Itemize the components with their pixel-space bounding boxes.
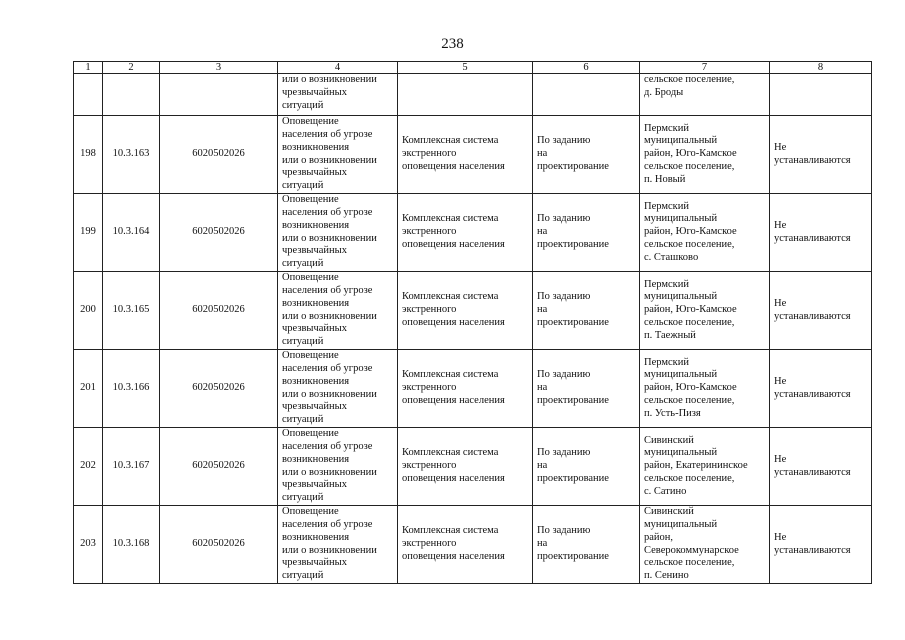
- cell-code: 6020502026: [160, 350, 278, 428]
- table-row: [74, 428, 872, 506]
- cell-location: Пермский муниципальный район, Юго-Камское сельское поселение, с. Сташково: [640, 194, 770, 272]
- cell-code: 6020502026: [160, 194, 278, 272]
- cell-basis: По заданию на проектирование: [533, 272, 640, 350]
- column-header: 7: [640, 62, 770, 74]
- cell-basis: По заданию на проектирование: [533, 506, 640, 584]
- continuation-row: [74, 74, 872, 116]
- cell-id: 10.3.167: [103, 428, 160, 506]
- cell-location: Пермский муниципальный район, Юго-Камское сельское поселение, п. Усть-Пизя: [640, 350, 770, 428]
- cell-code: 6020502026: [160, 116, 278, 194]
- cell-code: 6020502026: [160, 506, 278, 584]
- cell-object: [398, 74, 533, 116]
- cell-location: сельское поселение, д. Броды: [640, 74, 770, 116]
- column-header: 4: [278, 62, 398, 74]
- cell-id: 10.3.165: [103, 272, 160, 350]
- page-number: 238: [441, 36, 464, 52]
- cell-object: Комплексная система экстренного оповещения населения: [398, 506, 533, 584]
- cell-basis: [533, 74, 640, 116]
- cell-purpose: Оповещение населения об угрозе возникновения или о возникновении чрезвычайных ситуаций: [278, 272, 398, 350]
- cell-purpose: Оповещение населения об угрозе возникновения или о возникновении чрезвычайных ситуаций: [278, 194, 398, 272]
- cell-zone: Не устанавливаются: [770, 350, 872, 428]
- column-header: 8: [770, 62, 872, 74]
- cell-code: 6020502026: [160, 272, 278, 350]
- cell-zone: [770, 74, 872, 116]
- cell-number: 202: [74, 428, 103, 506]
- cell-zone: Не устанавливаются: [770, 506, 872, 584]
- cell-basis: По заданию на проектирование: [533, 194, 640, 272]
- cell-object: Комплексная система экстренного оповещения населения: [398, 428, 533, 506]
- column-header: 2: [103, 62, 160, 74]
- cell-code: [160, 74, 278, 116]
- cell-object: Комплексная система экстренного оповещения населения: [398, 272, 533, 350]
- cell-zone: Не устанавливаются: [770, 428, 872, 506]
- table-row: [74, 350, 872, 428]
- cell-number: 201: [74, 350, 103, 428]
- cell-basis: По заданию на проектирование: [533, 350, 640, 428]
- cell-id: 10.3.168: [103, 506, 160, 584]
- cell-zone: Не устанавливаются: [770, 194, 872, 272]
- cell-location: Сивинский муниципальный район, Северокоммунарское сельское поселение, п. Сенино: [640, 506, 770, 584]
- column-header: 1: [74, 62, 103, 74]
- cell-basis: По заданию на проектирование: [533, 428, 640, 506]
- cell-location: Пермский муниципальный район, Юго-Камское сельское поселение, п. Таежный: [640, 272, 770, 350]
- cell-location: Пермский муниципальный район, Юго-Камское сельское поселение, п. Новый: [640, 116, 770, 194]
- table-row: [74, 116, 872, 194]
- cell-number: 203: [74, 506, 103, 584]
- cell-basis: По заданию на проектирование: [533, 116, 640, 194]
- cell-number: 199: [74, 194, 103, 272]
- cell-number: 198: [74, 116, 103, 194]
- header-row: [74, 62, 872, 74]
- cell-object: Комплексная система экстренного оповещения населения: [398, 116, 533, 194]
- table-row: [74, 506, 872, 584]
- cell-object: Комплексная система экстренного оповещения населения: [398, 350, 533, 428]
- table-row: [74, 194, 872, 272]
- cell-id: 10.3.163: [103, 116, 160, 194]
- cell-zone: Не устанавливаются: [770, 272, 872, 350]
- cell-id: 10.3.164: [103, 194, 160, 272]
- table-row: [74, 272, 872, 350]
- cell-purpose: Оповещение населения об угрозе возникновения или о возникновении чрезвычайных ситуаций: [278, 116, 398, 194]
- cell-id: 10.3.166: [103, 350, 160, 428]
- cell-location: Сивинский муниципальный район, Екатерининское сельское поселение, с. Сатино: [640, 428, 770, 506]
- cell-purpose: или о возникновении чрезвычайных ситуаций: [278, 74, 398, 116]
- cell-object: Комплексная система экстренного оповещения населения: [398, 194, 533, 272]
- cell-id: [103, 74, 160, 116]
- cell-code: 6020502026: [160, 428, 278, 506]
- cell-number: [74, 74, 103, 116]
- cell-purpose: Оповещение населения об угрозе возникновения или о возникновении чрезвычайных ситуаций: [278, 428, 398, 506]
- cell-number: 200: [74, 272, 103, 350]
- column-header: 3: [160, 62, 278, 74]
- cell-purpose: Оповещение населения об угрозе возникновения или о возникновении чрезвычайных ситуаций: [278, 350, 398, 428]
- cell-zone: Не устанавливаются: [770, 116, 872, 194]
- cell-purpose: Оповещение населения об угрозе возникновения или о возникновении чрезвычайных ситуаций: [278, 506, 398, 584]
- objects-table: [73, 61, 872, 584]
- column-header: 6: [533, 62, 640, 74]
- column-header: 5: [398, 62, 533, 74]
